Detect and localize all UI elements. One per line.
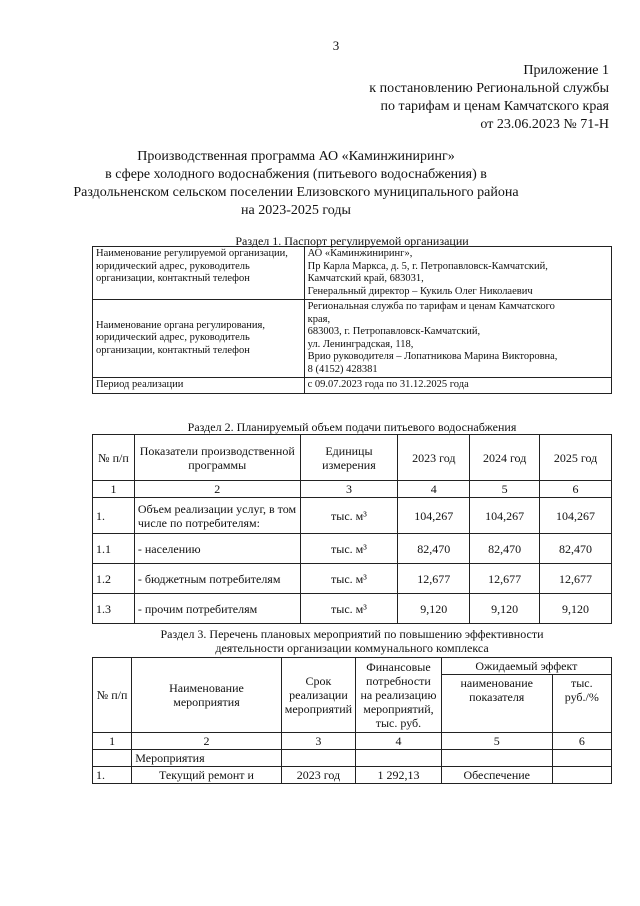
column-number-row	[93, 481, 612, 498]
col-number: 5	[441, 733, 552, 750]
col-header: 2025 год	[540, 435, 612, 481]
row-finance: 1 292,13	[356, 767, 442, 784]
value-line: края,	[307, 313, 331, 325]
table-row	[93, 534, 612, 564]
passport-label: Период реализации	[93, 378, 305, 394]
row-name: - бюджетным потребителям	[134, 564, 300, 594]
section2-heading: Раздел 2. Планируемый объем подачи питьевого водоснабжения	[187, 420, 517, 434]
row-effect-value	[552, 767, 611, 784]
value-line: Генеральный директор – Кукиль Олег Николаевич	[307, 285, 533, 297]
table-row	[93, 378, 612, 394]
row-unit: тыс. м³	[300, 498, 398, 534]
row-name: - населению	[134, 534, 300, 564]
col-header: Наименование мероприятия	[132, 658, 282, 733]
passport-label: Наименование органа регулирования, юридический адрес, руководитель организации, контактный телефон	[93, 300, 305, 378]
row-unit: тыс. м³	[300, 564, 398, 594]
value-2025: 104,267	[540, 498, 612, 534]
table-header-row	[93, 658, 612, 675]
heading-line: Раздел 3. Перечень плановых мероприятий по повышению эффективности	[160, 627, 544, 641]
col-number: 4	[356, 733, 442, 750]
row-name: Объем реализации услуг, в том числе по потребителям:	[134, 498, 300, 534]
table-row	[93, 498, 612, 534]
appendix-line: по тарифам и ценам Камчатского края	[380, 99, 609, 114]
row-name: Текущий ремонт и	[132, 767, 282, 784]
row-name: - прочим потребителям	[134, 594, 300, 624]
value-2025: 82,470	[540, 534, 612, 564]
measures-table	[92, 657, 612, 784]
value-2023: 82,470	[398, 534, 470, 564]
value-line: Региональная служба по тарифам и ценам Камчатского	[307, 301, 555, 312]
section3-heading	[92, 627, 612, 655]
empty-cell	[281, 750, 355, 767]
col-header: 2023 год	[398, 435, 470, 481]
column-number-row	[93, 733, 612, 750]
value-2023: 9,120	[398, 594, 470, 624]
col-header: Ожидаемый эффект	[441, 658, 611, 675]
value-2025: 9,120	[540, 594, 612, 624]
row-effect: Обеспечение	[441, 767, 552, 784]
value-2024: 12,677	[470, 564, 540, 594]
appendix-line: от 23.06.2023 № 71-Н	[480, 117, 609, 132]
title-line: Раздольненском сельском поселении Елизовского муниципального района	[73, 185, 519, 200]
col-number: 1	[93, 733, 132, 750]
col-header: тыс. руб./%	[552, 675, 611, 733]
value-2024: 82,470	[470, 534, 540, 564]
row-number: 1.3	[93, 594, 135, 624]
appendix-block	[369, 62, 609, 134]
value-line: АО «Каминжиниринг»,	[307, 248, 413, 259]
col-header: Финансовые потребности на реализацию мероприятий, тыс. руб.	[356, 658, 442, 733]
title-line: Производственная программа АО «Каминжиниринг»	[137, 149, 455, 164]
value-2025: 12,677	[540, 564, 612, 594]
group-row	[93, 750, 612, 767]
value-2024: 104,267	[470, 498, 540, 534]
col-header: № п/п	[93, 435, 135, 481]
page-number: 3	[332, 38, 340, 53]
document-title	[40, 148, 552, 220]
value-line: Врио руководителя – Лопатникова Марина Викторовна,	[307, 351, 558, 362]
empty-cell	[441, 750, 552, 767]
table-row	[93, 247, 612, 300]
passport-table	[92, 246, 612, 394]
col-number: 1	[93, 481, 135, 498]
row-unit: тыс. м³	[300, 594, 398, 624]
table-row	[93, 300, 612, 378]
col-header: № п/п	[93, 658, 132, 733]
col-header: наименование показателя	[441, 675, 552, 733]
value-2023: 104,267	[398, 498, 470, 534]
group-label: Мероприятия	[132, 750, 282, 767]
row-unit: тыс. м³	[300, 534, 398, 564]
row-number: 1.1	[93, 534, 135, 564]
appendix-line: Приложение 1	[523, 63, 609, 78]
col-header: 2024 год	[470, 435, 540, 481]
heading-line: деятельности организации коммунального комплекса	[215, 641, 489, 655]
passport-label: Наименование регулируемой организации, юридический адрес, руководитель организации, контактный телефон	[93, 247, 305, 300]
appendix-line: к постановлению Региональной службы	[369, 81, 609, 96]
value-line: 8 (4152) 428381	[307, 363, 378, 375]
col-number: 6	[552, 733, 611, 750]
title-line: на 2023-2025 годы	[241, 203, 351, 218]
col-number: 5	[470, 481, 540, 498]
value-line: Камчатский край, 683031,	[307, 273, 424, 284]
passport-value	[304, 247, 611, 300]
empty-cell	[552, 750, 611, 767]
col-header: Срок реализации мероприятий	[281, 658, 355, 733]
table-header-row	[93, 435, 612, 481]
empty-cell	[93, 750, 132, 767]
row-number: 1.	[93, 767, 132, 784]
col-number: 2	[132, 733, 282, 750]
section1-heading: Раздел 1. Паспорт регулируемой организации	[235, 234, 469, 248]
col-header: Показатели производственной программы	[134, 435, 300, 481]
passport-value	[304, 300, 611, 378]
col-number: 2	[134, 481, 300, 498]
empty-cell	[356, 750, 442, 767]
value-2024: 9,120	[470, 594, 540, 624]
value-line: Пр Карла Маркса, д. 5, г. Петропавловск-Камчатский,	[307, 260, 548, 272]
col-number: 4	[398, 481, 470, 498]
table-row	[93, 564, 612, 594]
title-line: в сфере холодного водоснабжения (питьевого водоснабжения) в	[105, 167, 487, 182]
value-line: ул. Ленинградская, 118,	[307, 338, 414, 350]
row-number: 1.	[93, 498, 135, 534]
table-row	[93, 594, 612, 624]
value-2023: 12,677	[398, 564, 470, 594]
value-line: 683003, г. Петропавловск-Камчатский,	[307, 326, 481, 337]
row-term: 2023 год	[281, 767, 355, 784]
passport-value: с 09.07.2023 года по 31.12.2025 года	[304, 378, 611, 394]
col-number: 3	[300, 481, 398, 498]
volume-table	[92, 434, 612, 624]
col-header: Единицы измерения	[300, 435, 398, 481]
col-number: 3	[281, 733, 355, 750]
row-number: 1.2	[93, 564, 135, 594]
table-row	[93, 767, 612, 784]
col-number: 6	[540, 481, 612, 498]
